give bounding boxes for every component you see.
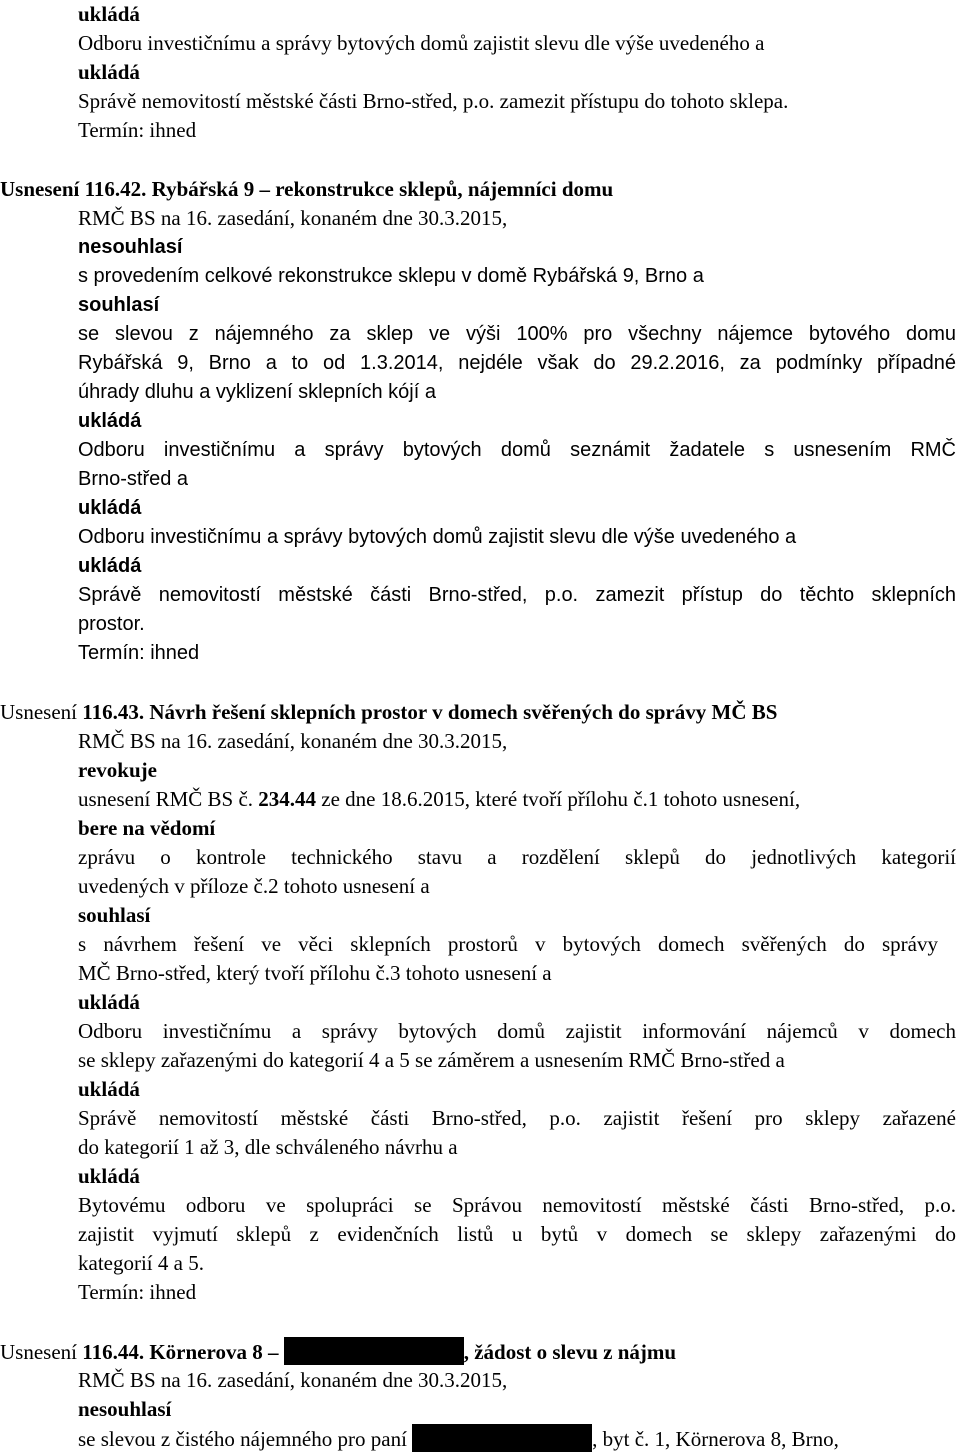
resolution-label: Usnesení (0, 1340, 77, 1364)
text-part: se slevou z čistého nájemného pro paní (78, 1427, 407, 1451)
text-line: do kategorií 1 až 3, dle schváleného návrhu a (78, 1135, 458, 1159)
text-part: ze dne 18.6.2015, které tvoří přílohu č.1 tohoto usnesení, (321, 787, 801, 811)
session-line: RMČ BS na 16. zasedání, konaném dne 30.3.2015, (78, 729, 508, 753)
verb-souhlasi: souhlasí (78, 903, 151, 927)
text-line: Odboru investičnímu a správy bytových domů zajistit slevu dle výše uvedeného a (78, 31, 765, 55)
verb-nesouhlasi: nesouhlasí (78, 1397, 172, 1421)
verb-uklada: ukládá (78, 2, 140, 26)
session-line: RMČ BS na 16. zasedání, konaném dne 30.3.2015, (78, 1368, 508, 1392)
session-line: RMČ BS na 16. zasedání, konaném dne 30.3.2015, (78, 206, 508, 230)
text-line: s návrhem řešení ve věci sklepních prostorů v bytových domech svěřených do správy (78, 932, 938, 956)
verb-souhlasi: souhlasí (78, 294, 160, 316)
text-line: kategorií 4 a 5. (78, 1251, 204, 1275)
resolution-title: Návrh řešení sklepních prostor v domech svěřených do správy MČ BS (149, 700, 778, 724)
resolution-number: 116.44. (82, 1340, 145, 1364)
redaction-bar (412, 1424, 592, 1452)
deadline: Termín: ihned (78, 642, 200, 664)
text-line: Rybářská 9, Brno a to od 1.3.2014, nejdéle však do 29.2.2016, za podmínky případné (78, 352, 956, 374)
text-line: Bytovému odboru ve spolupráci se Správou nemovitostí městské části Brno-střed, p.o. (78, 1193, 956, 1217)
text-line: MČ Brno-střed, který tvoří přílohu č.3 tohoto usnesení a (78, 961, 552, 985)
text-line: Odboru investičnímu a správy bytových domů zajistit informování nájemců v domech (78, 1019, 956, 1043)
verb-uklada: ukládá (78, 60, 140, 84)
text-line: Správě nemovitostí městské části Brno-střed, p.o. zamezit přístup do těchto sklepních (78, 584, 956, 606)
text-line: Správě nemovitostí městské části Brno-střed, p.o. zamezit přístupu do tohoto sklepa. (78, 89, 789, 113)
resolution-heading-116-42: Usnesení 116.42. Rybářská 9 – rekonstrukce sklepů, nájemníci domu (0, 177, 614, 201)
text-line: prostor. (78, 613, 145, 635)
resolution-ref-number: 234.44 (258, 787, 317, 811)
text-line: uvedených v příloze č.2 tohoto usnesení a (78, 874, 430, 898)
text-line: Odboru investičnímu a správy bytových domů seznámit žadatele s usnesením RMČ (78, 439, 956, 461)
verb-uklada: ukládá (78, 555, 142, 577)
text-line: se slevou z nájemného za sklep ve výši 100% pro všechny nájemce bytového domu (78, 323, 956, 345)
verb-uklada: ukládá (78, 1077, 140, 1101)
text-line: zprávu o kontrole technického stavu a rozdělení sklepů do jednotlivých kategorií (78, 845, 956, 869)
text-line: Správě nemovitostí městské části Brno-střed, p.o. zajistit řešení pro sklepy zařazené (78, 1106, 956, 1130)
text-line: se sklepy zařazenými do kategorií 4 a 5 se záměrem a usnesením RMČ Brno-střed a (78, 1048, 785, 1072)
resolution-number: 116.43. (82, 700, 145, 724)
text-line: s provedením celkové rekonstrukce sklepu v domě Rybářská 9, Brno a (78, 265, 704, 287)
text-line: Brno-střed a (78, 468, 189, 490)
verb-uklada: ukládá (78, 410, 142, 432)
text-line (78, 1424, 839, 1453)
deadline: Termín: ihned (78, 1280, 197, 1304)
verb-revokuje: revokuje (78, 758, 157, 782)
text-part: usnesení RMČ BS č. (78, 787, 254, 811)
resolution-title: Körnerova 8 – (149, 1340, 279, 1364)
verb-uklada: ukládá (78, 990, 140, 1014)
deadline: Termín: ihned (78, 118, 197, 142)
verb-uklada: ukládá (78, 497, 142, 519)
text-line: zajistit vyjmutí sklepů z evidenčních listů u bytů v domech se sklepy zařazenými do (78, 1222, 956, 1246)
resolution-label: Usnesení (0, 700, 77, 724)
redaction-bar (284, 1337, 464, 1365)
text-line: úhrady dluhu a vyklizení sklepních kójí a (78, 381, 436, 403)
resolution-title-rest: , žádost o slevu z nájmu (463, 1340, 677, 1364)
text-line: Odboru investičnímu a správy bytových domů zajistit slevu dle výše uvedeného a (78, 526, 797, 548)
resolution-heading-116-44 (0, 1337, 676, 1366)
text-line (78, 785, 800, 814)
text-part: , byt č. 1, Körnerova 8, Brno, (592, 1427, 839, 1451)
resolution-heading-116-43 (0, 698, 777, 727)
verb-bere-na-vedomi: bere na vědomí (78, 816, 216, 840)
verb-nesouhlasi: nesouhlasí (78, 236, 183, 258)
verb-uklada: ukládá (78, 1164, 140, 1188)
